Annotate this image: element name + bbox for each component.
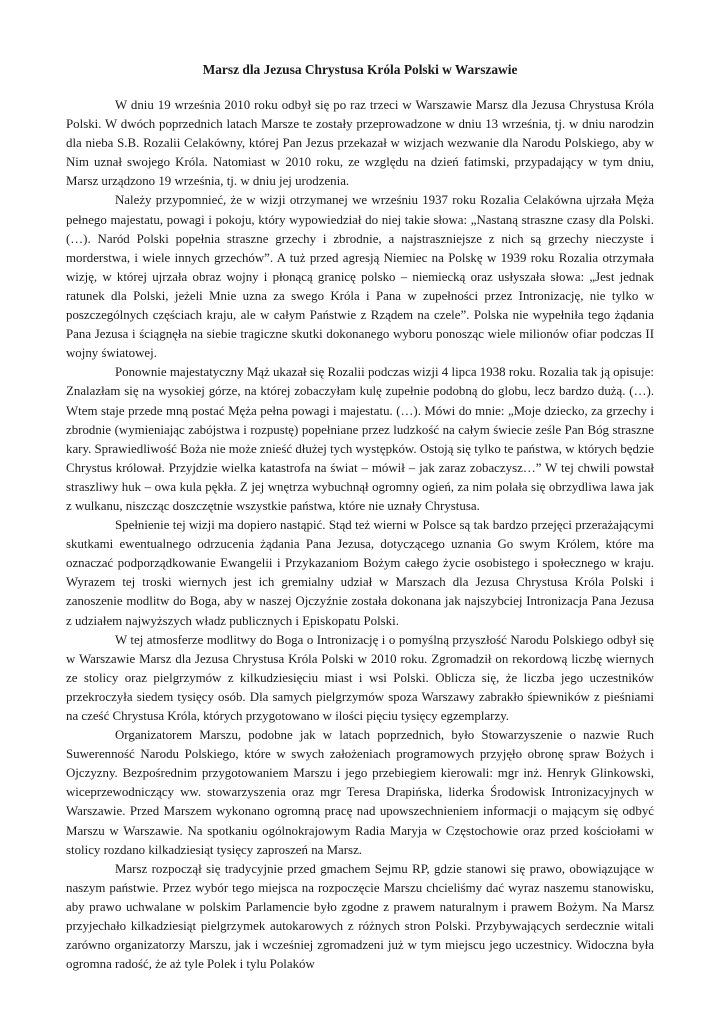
document-title: Marsz dla Jezusa Chrystusa Króla Polski w Warszawie (202, 62, 518, 77)
document-page (66, 60, 654, 974)
paragraph: Marsz rozpoczął się tradycyjnie przed gmachem Sejmu RP, gdzie stanowi się prawo, obowiązujące w naszym państwie. Przez wybór tego miejsca na rozpoczęcie Marszu chcieliśmy dać wyraz naszemu stanowisku, aby prawo uchwalane w polskim Parlamencie było zgodne z prawem naturalnym i prawem Bożym. Na Marsz przyjechało kilkadziesiąt pielgrzymek autokarowych z różnych stron Polski. Przybywających serdecznie witali zarówno organizatorzy Marszu, jak i wcześniej zgromadzeni już w tym miejscu jego uczestnicy. Widoczna była ogromna radość, że aż tyle Polek i tylu Polaków (66, 861, 654, 972)
paragraph: Należy przypomnieć, że w wizji otrzymanej we wrześniu 1937 roku Rozalia Celakówna ujrzała Męża pełnego majestatu, powagi i pokoju, który wypowiedział do niej takie słowa: „Nastaną straszne czasy dla Polski. (…). Naród Polski popełnia straszne grzechy i zbrodnie, a najstraszniejsze z nich są grzechy nieczyste i morderstwa, i wiele innych grzechów”. A tuż przed agresją Niemiec na Polskę w 1939 roku Rozalia otrzymała wizję, w której ujrzała obraz wojny i płonącą granicę polsko – niemiecką oraz usłyszała słowa: „Jest jednak ratunek dla Polski, jeżeli Mnie uzna za swego Króla i Pana w zupełności przez Intronizację, nie tylko w poszczególnych częściach kraju, ale w całym Państwie z Rządem na czele”. Polska nie wypełniła tego żądania Pana Jezusa i ściągnęła na siebie tragiczne skutki dokonanego wyboru ponosząc wiele milionów ofiar podczas II wojny światowej. (66, 193, 654, 361)
paragraph: Ponownie majestatyczny Mąż ukazał się Rozalii podczas wizji 4 lipca 1938 roku. Rozalia tak ją opisuje: Znalazłam się na wysokiej górze, na której zobaczyłam kulę zupełnie podobną do globu, lecz bardzo dużą. (…). Wtem staje przede mną postać Męża pełna powagi i majestatu. (…). Mówi do mnie: „Moje dziecko, za grzechy i zbrodnie (wymieniając zabójstwa i rozpustę) popełniane przez ludzkość na całym świecie ześle Pan Bóg straszne kary. Sprawiedliwość Boża nie może znieść dłużej tych występków. Ostoją się tylko te państwa, w których będzie Chrystus królował. Przyjdzie wielka katastrofa na świat – mówił – jak zaraz zobaczysz…” W tej chwili powstał straszliwy huk – owa kula pękła. Z jej wnętrza wybuchnął ogromny ogień, za nim polała się obrzydliwa lawa jak z wulkanu, niszcząc doszczętnie wszystkie państwa, które nie uznały Chrystusa. (66, 365, 654, 513)
paragraph: Spełnienie tej wizji ma dopiero nastąpić. Stąd też wierni w Polsce są tak bardzo przejęci przerażającymi skutkami ewentualnego odrzucenia żądania Pana Jezusa, dotyczącego uznania Go swym Królem, które ma oznaczać podporządkowanie Ewangelii i Przykazaniom Bożym całego życie osobistego i społecznego w kraju. Wyrazem tej troski wiernych jest ich gremialny udział w Marszach dla Jezusa Chrystusa Króla Polski i zanoszenie modlitw do Boga, aby w naszej Ojczyźnie została dokonana jak najszybciej Intronizacja Pana Jezusa z udziałem najwyższych władz publicznych i Episkopatu Polski. (66, 518, 654, 628)
paragraph: W dniu 19 września 2010 roku odbył się po raz trzeci w Warszawie Marsz dla Jezusa Chrystusa Króla Polski. W dwóch poprzednich latach Marsze te zostały przeprowadzone w dniu 13 września, tj. w dniu narodzin dla nieba S.B. Rozalii Celakówny, której Pan Jezus przekazał w wizjach wezwanie dla Narodu Polskiego, aby w Nim uznał swojego Króla. Natomiast w 2010 roku, ze względu na dzień fatimski, przypadający w tym dniu, Marsz urządzono 19 września, tj. w dniu jej urodzenia. (66, 98, 654, 189)
paragraph: Organizatorem Marszu, podobne jak w latach poprzednich, było Stowarzyszenie o nazwie Ruch Suwerenność Narodu Polskiego, które w swych założeniach programowych przyjęło obronę spraw Bożych i Ojczyzny. Bezpośrednim przygotowaniem Marszu i jego przebiegiem kierowali: mgr inż. Henryk Glinkowski, wiceprzewodniczący ww. stowarzyszenia oraz mgr Teresa Drapińska, liderka Środowisk Intronizacyjnych w Warszawie. Przed Marszem wykonano ogromną pracę nad upowszechnieniem informacji o mającym się odbyć Marszu w Warszawie. Na spotkaniu ogólnokrajowym Radia Maryja w Częstochowie oraz przed kościołami w stolicy rozdano kilkadziesiąt tysięcy zaproszeń na Marsz. (66, 728, 654, 857)
paragraph: W tej atmosferze modlitwy do Boga o Intronizację i o pomyślną przyszłość Narodu Polskiego odbył się w Warszawie Marsz dla Jezusa Chrystusa Króla Polski w 2010 roku. Zgromadził on rekordową liczbę wiernych ze stolicy oraz pielgrzymów z kilkudziesięciu miast i wsi Polski. Oblicza się, że liczba jego uczestników przekroczyła siedem tysięcy osób. Dla samych pielgrzymów spoza Warszawy zabrakło śpiewników z pieśniami na cześć Chrystusa Króla, których przygotowano w ilości pięciu tysięcy egzemplarzy. (66, 632, 654, 723)
